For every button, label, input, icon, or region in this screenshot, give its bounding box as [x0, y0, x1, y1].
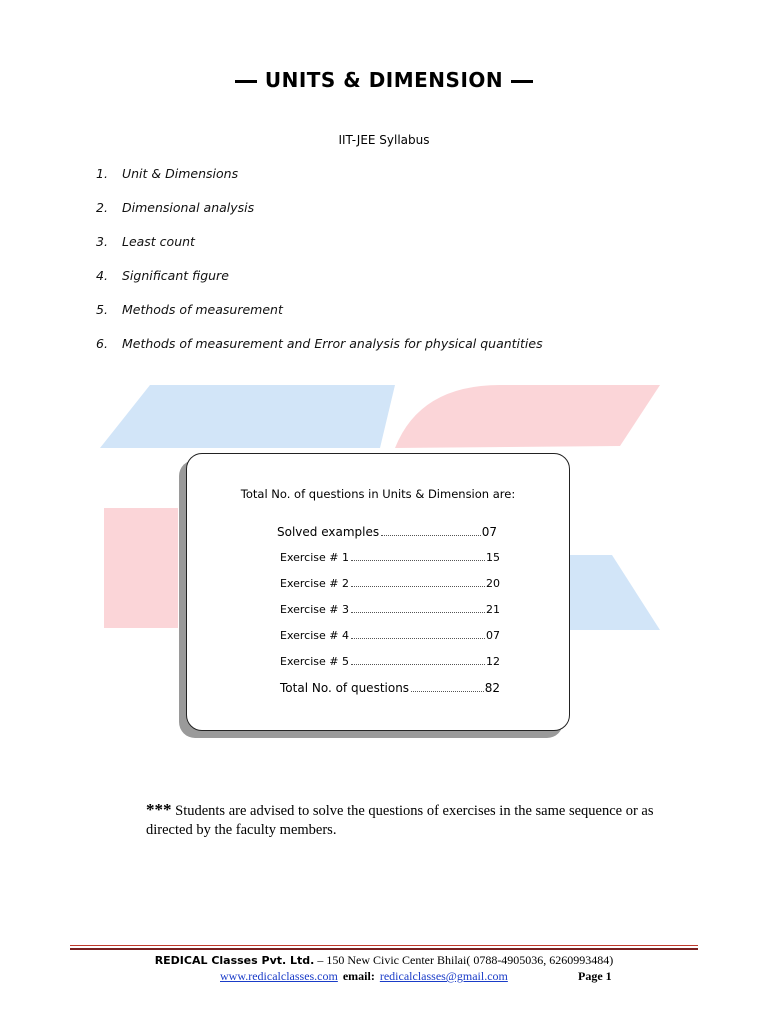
footer-rule — [70, 945, 698, 946]
title-dash-left — [235, 80, 257, 83]
advisory-note: *** Students are advised to solve the questions of exercises in the same sequence or as directed by the faculty members. — [146, 800, 654, 838]
footer-rule-thick — [70, 948, 698, 950]
summary-row-exercise-4: Exercise # 4 07 — [280, 629, 500, 642]
syllabus-heading: IIT-JEE Syllabus — [338, 133, 430, 147]
summary-row-exercise-3: Exercise # 3 21 — [280, 603, 500, 616]
syllabus-item: 1. Unit & Dimensions — [96, 166, 239, 181]
summary-row-exercise-2: Exercise # 2 20 — [280, 577, 500, 590]
summary-heading: Total No. of questions in Units & Dimension are: — [240, 487, 516, 501]
syllabus-item: 6. Methods of measurement and Error analysis for physical quantities — [96, 336, 543, 351]
page-number: Page 1 — [578, 969, 612, 983]
syllabus-item: 3. Least count — [96, 234, 195, 249]
footer-address: REDICAL Classes Pvt. Ltd. – 150 New Civic Center Bhilai( 0788-4905036, 6260993484) — [154, 953, 614, 967]
syllabus-item: 2. Dimensional analysis — [96, 200, 255, 215]
email-link[interactable]: redicalclasses@gmail.com — [379, 969, 508, 983]
summary-row-exercise-5: Exercise # 5 12 — [280, 655, 500, 668]
summary-row-solved: Solved examples 07 — [277, 525, 497, 539]
syllabus-list — [96, 166, 543, 370]
page-title: UNITS & DIMENSION — [0, 68, 768, 92]
website-link[interactable]: www.redicalclasses.com — [220, 969, 338, 983]
email-label: email: — [342, 969, 375, 983]
question-summary-box — [186, 453, 570, 731]
syllabus-item: 5. Methods of measurement — [96, 302, 283, 317]
syllabus-item: 4. Significant figure — [96, 268, 229, 283]
footer-contact — [220, 969, 508, 984]
summary-row-total: Total No. of questions 82 — [280, 681, 500, 695]
title-dash-right — [511, 80, 533, 83]
summary-row-exercise-1: Exercise # 1 15 — [280, 551, 500, 564]
